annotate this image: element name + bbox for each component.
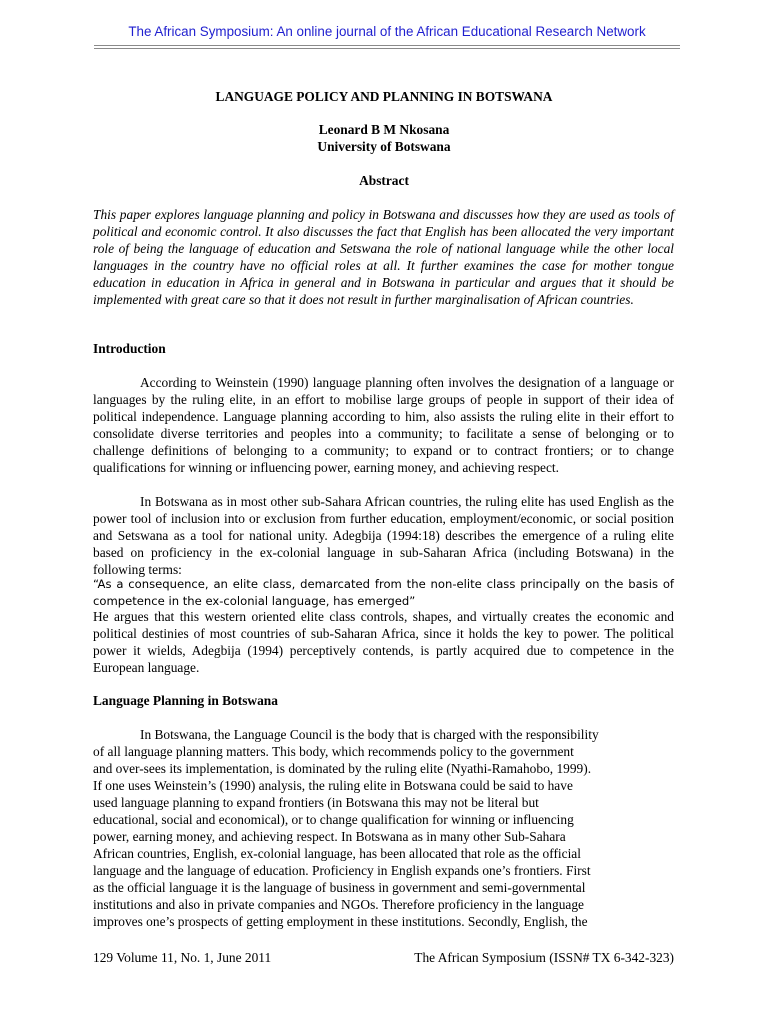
language-planning-line: as the official language it is the language of business in government and semi-governmental [93, 880, 586, 895]
language-planning-line: If one uses Weinstein’s (1990) analysis, the ruling elite in Botswana could be said to have [93, 778, 573, 793]
block-quote: “As a consequence, an elite class, demarcated from the non-elite class principally on the basis of competence in the ex-colonial language, has emerged” [93, 577, 674, 608]
language-planning-line: used language planning to expand frontiers (in Botswana this may not be literal but [93, 795, 539, 810]
footer-volume: 129 Volume 11, No. 1, June 2011 [93, 950, 272, 965]
introduction-paragraph-1: According to Weinstein (1990) language planning often involves the designation of a language or languages by the ruling elite, in an effort to mobilise large groups of people in support of their idea of political independence. Language planning according to him, also assists the ruling elite in their effort to consolidate diverse territories and peoples into a community; to facilitate a sense of belonging or to challenge definitions of belonging to a community; to expand or to contract frontiers; or to change qualifications for winning or influencing power, earning money, and achieving respect. [93, 375, 674, 476]
introduction-paragraph-2: In Botswana as in most other sub-Sahara African countries, the ruling elite has used English as the power tool of inclusion into or exclusion from further education, employment/economic, or social position and Setswana as a tool for national unity. Adegbija (1994:18) describes the emergence of a ruling elite based on proficiency in the ex-colonial language in sub-Saharan Africa (including Botswana) in the following terms: [93, 494, 674, 578]
language-planning-line: In Botswana, the Language Council is the body that is charged with the responsibility [140, 727, 599, 742]
language-planning-line: and over-sees its implementation, is dominated by the ruling elite (Nyathi-Ramahobo, 1999). [93, 761, 592, 776]
header-rule-bottom [94, 48, 680, 49]
language-planning-line: improves one’s prospects of getting employment in these institutions. Secondly, English, the [93, 914, 588, 929]
language-planning-line: African countries, English, ex-colonial language, has been allocated that role as the official [93, 846, 581, 861]
header-rule-top [94, 45, 680, 46]
language-planning-line: power, earning money, and achieving respect. In Botswana as in many other Sub-Sahara [93, 829, 566, 844]
author-affiliation: University of Botswana [317, 139, 451, 154]
language-planning-line: of all language planning matters. This body, which recommends policy to the government [93, 744, 574, 759]
paper-title: LANGUAGE POLICY AND PLANNING IN BOTSWANA [215, 89, 553, 104]
language-planning-heading: Language Planning in Botswana [93, 693, 278, 708]
abstract-text: This paper explores language planning and policy in Botswana and discusses how they are used as tools of political and economic control. It also discusses the fact that English has been allocated the very important role of being the language of education and Setswana the role of national language while the other local languages in the country have no official roles at all. It further examines the case for mother tongue education in education in Africa in general and in Botswana in particular and argues that it should be implemented with great care so that it does not result in further marginalisation of African countries. [93, 207, 674, 308]
language-planning-line: institutions and also in private companies and NGOs. Therefore proficiency in the language [93, 897, 584, 912]
language-planning-line: language and the language of education. Proficiency in English expands one’s frontiers. First [93, 863, 591, 878]
footer-issn: The African Symposium (ISSN# TX 6-342-323) [414, 950, 674, 965]
abstract-heading: Abstract [359, 173, 409, 188]
author-name: Leonard B M Nkosana [318, 122, 450, 137]
introduction-heading: Introduction [93, 341, 166, 356]
language-planning-line: educational, social and economical), or to change qualification for winning or influencing [93, 812, 574, 827]
journal-header: The African Symposium: An online journal of the African Educational Research Network [128, 24, 646, 39]
introduction-paragraph-3: He argues that this western oriented elite class controls, shapes, and virtually creates the economic and political destinies of most countries of sub-Saharan Africa, since it holds the key to power. The political power it wields, Adegbija (1994) perceptively contends, is partly acquired due to competence in the European language. [93, 609, 674, 676]
